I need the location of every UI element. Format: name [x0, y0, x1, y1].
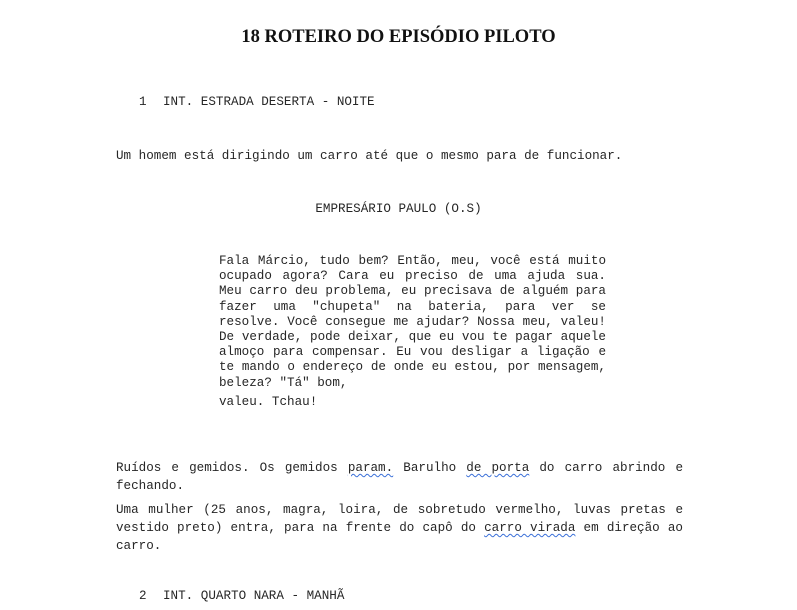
spellcheck-flag[interactable]: carro virada	[484, 521, 576, 535]
action-text: Ruídos e gemidos. Os gemidos	[116, 461, 348, 475]
scene-number: 1	[139, 95, 147, 109]
scene-heading-text: INT. ESTRADA DESERTA - NOITE	[163, 95, 375, 109]
action-line-3	[116, 501, 683, 555]
spellcheck-flag[interactable]: param.	[347, 461, 394, 475]
action-text: Uma mulher (25 anos, magra, loira, de sobretudo vermelho, luvas pretas e vestido preto) entra, para na frente do capô do	[116, 503, 683, 535]
scene-heading-2	[139, 589, 344, 603]
scene-heading-text: INT. QUARTO NARA - MANHÃ	[163, 589, 345, 603]
scene-heading-1	[139, 95, 375, 109]
character-name: EMPRESÁRIO PAULO (O.S)	[315, 202, 482, 216]
spellcheck-flag[interactable]: de porta	[466, 461, 530, 475]
dialogue-text: Fala Márcio, tudo bem? Então, meu, você está muito ocupado agora? Cara eu preciso de uma ajuda sua. Meu carro deu problema, eu precisava de alguém para fazer uma "chupeta" na bateria, para ver se resolve. Você consegue me ajudar? Nossa meu, valeu! De verdade, pode deixar, que eu vou te pagar aquele almoço para compensar. Eu vou desligar a ligação e te mando o endereço de onde eu estou, por mensagem, beleza? "Tá" bom,	[219, 254, 606, 390]
page-title: 18 ROTEIRO DO EPISÓDIO PILOTO	[241, 27, 556, 47]
dialogue-block	[219, 254, 606, 410]
action-line-2	[116, 459, 683, 495]
action-text: Barulho	[393, 461, 467, 475]
action-line-1: Um homem está dirigindo um carro até que o mesmo para de funcionar.	[116, 149, 623, 163]
action-text: do carro abrindo e fechando.	[116, 461, 683, 493]
dialogue-last-line: valeu. Tchau!	[219, 394, 318, 409]
action-text: em direção ao carro.	[116, 521, 683, 553]
scene-number: 2	[139, 589, 147, 603]
